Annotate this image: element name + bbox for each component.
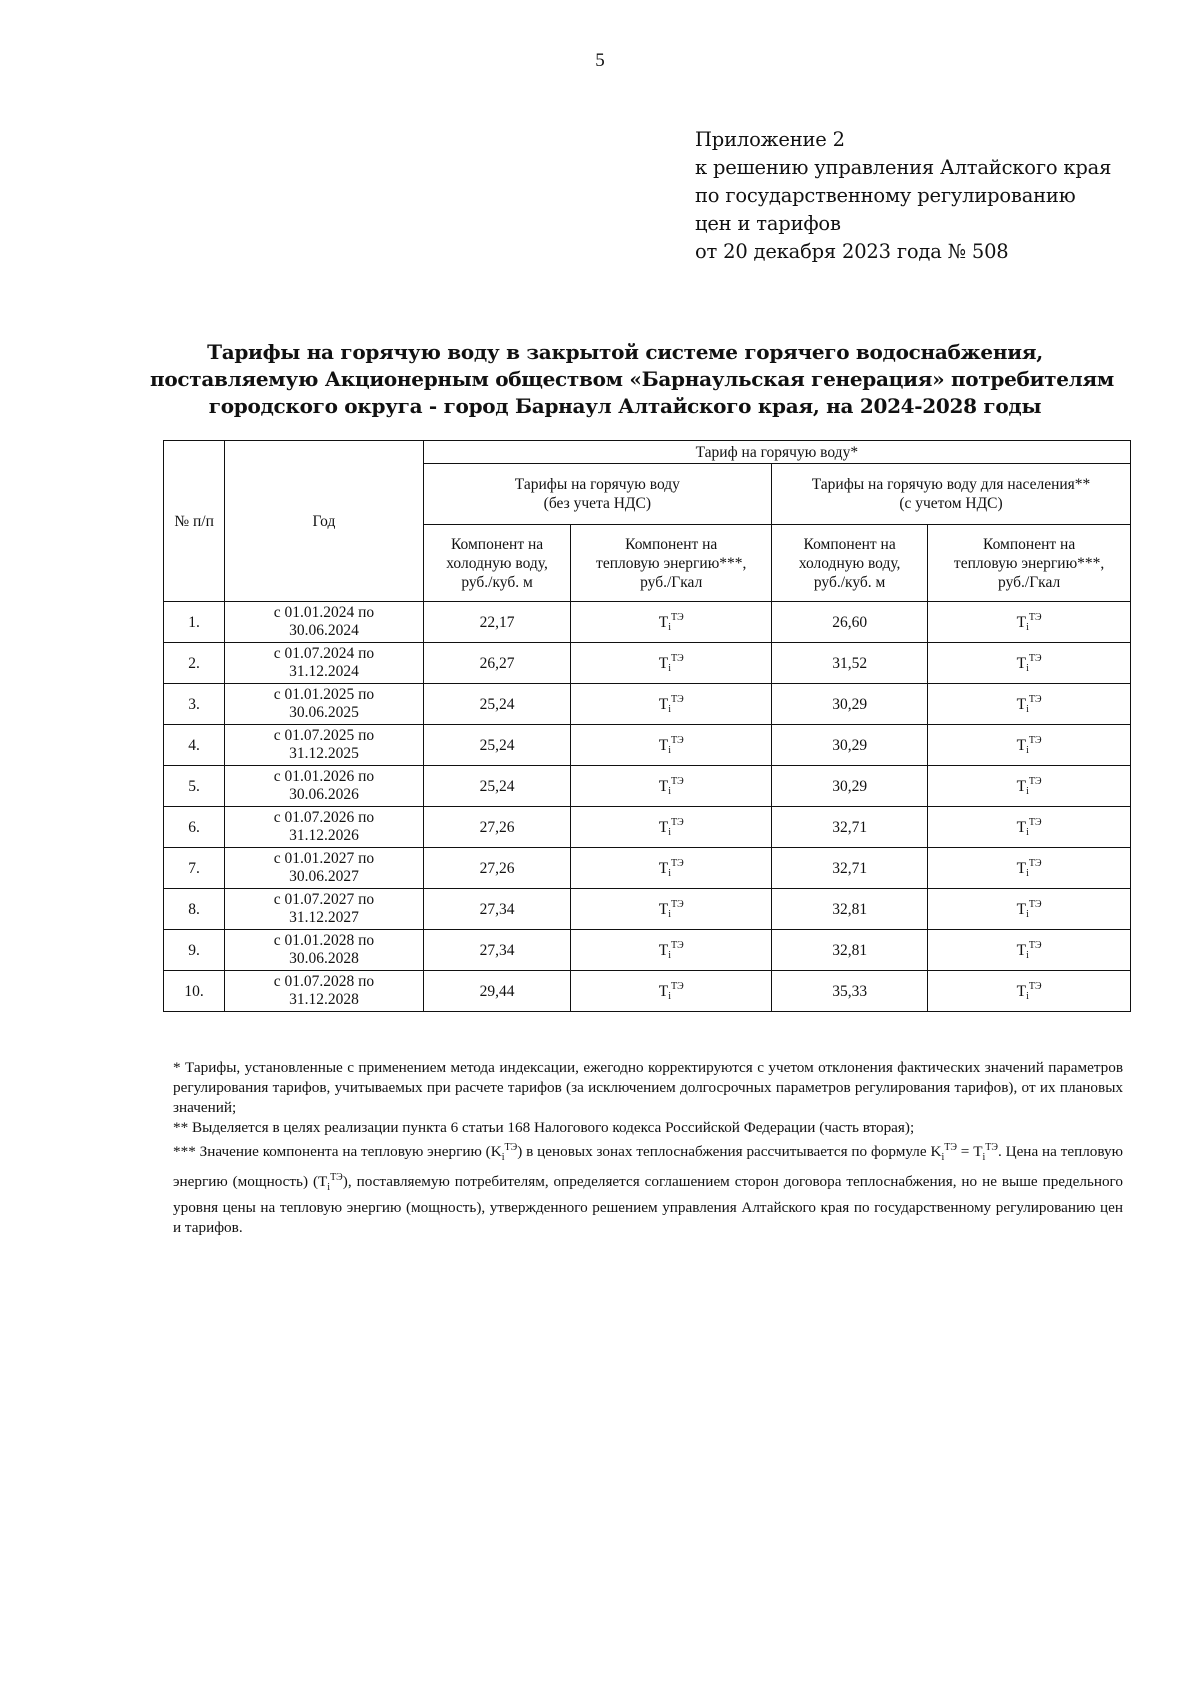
appendix-line: по государственному регулированию xyxy=(695,184,1076,207)
formula-t: $T_i^{ТЭ}$ xyxy=(1016,652,1042,674)
period-text: 30.06.2024 xyxy=(289,622,359,639)
period-text: 31.12.2026 xyxy=(289,827,359,844)
formula-cell xyxy=(928,848,1131,889)
row-number: 1. xyxy=(164,602,225,643)
cold-water-no-vat: 26,27 xyxy=(423,643,571,684)
cold-water-no-vat: 27,34 xyxy=(423,930,571,971)
header-text: Компонент на xyxy=(625,535,718,553)
formula-t: $T_i^{ТЭ}$ xyxy=(658,775,684,797)
period-text: с 01.07.2027 по xyxy=(273,891,375,908)
header-group-no-vat xyxy=(423,464,771,525)
tariffs-table xyxy=(163,440,1131,1012)
row-period xyxy=(225,725,423,766)
formula-t: $T_i^{ТЭ}$ xyxy=(1016,980,1042,1002)
table-row xyxy=(164,725,1131,766)
formula-t: $T_i^{ТЭ}$ xyxy=(658,693,684,715)
formula-cell xyxy=(571,848,772,889)
period-text: с 01.07.2028 по xyxy=(273,973,375,990)
formula-t: $T_i^{ТЭ}$ xyxy=(658,980,684,1002)
header-text: холодную воду, xyxy=(446,554,548,572)
title-line: городского округа - город Барнаул Алтайского края, на 2024-2028 годы xyxy=(208,394,1042,418)
row-number: 9. xyxy=(164,930,225,971)
table-row xyxy=(164,848,1131,889)
formula-t: $T_i^{ТЭ}$ xyxy=(658,652,684,674)
header-tariff: Тариф на горячую воду* xyxy=(423,441,1130,464)
row-number: 10. xyxy=(164,971,225,1012)
footnote-text: . Цена на тепловую энергию (мощность) ( xyxy=(173,1143,1123,1191)
row-period xyxy=(225,602,423,643)
formula-cell xyxy=(571,971,772,1012)
header-text: Компонент на xyxy=(803,535,896,553)
footnote-text: ), поставляемую потребителям, определяется соглашением сторон договора теплоснабжения, но не выше предельного уровня цены на тепловую энергию (мощность), утвержденного решением управления Алтайского края по государственному регулированию цен и тарифов. xyxy=(173,1173,1123,1237)
row-number: 5. xyxy=(164,766,225,807)
formula-t: $T_i^{ТЭ}$ xyxy=(658,611,684,633)
row-period xyxy=(225,643,423,684)
cold-water-population: 32,81 xyxy=(772,889,928,930)
cold-water-no-vat: 29,44 xyxy=(423,971,571,1012)
table-row xyxy=(164,602,1131,643)
period-text: с 01.07.2026 по xyxy=(273,809,375,826)
appendix-line: Приложение 2 xyxy=(695,128,845,151)
cold-water-population: 31,52 xyxy=(772,643,928,684)
formula-cell xyxy=(928,766,1131,807)
header-text: Компонент на xyxy=(983,535,1076,553)
formula-t: $T_i^{ТЭ}$ xyxy=(658,857,684,879)
formula-t: $T_i^{ТЭ}$ xyxy=(658,816,684,838)
formula-t: $T_i^{ТЭ}$ xyxy=(658,939,684,961)
formula-t: $T_i^{ТЭ}$ xyxy=(1016,734,1042,756)
header-text: руб./куб. м xyxy=(813,573,886,591)
cold-water-population: 35,33 xyxy=(772,971,928,1012)
formula-cell xyxy=(928,807,1131,848)
footnote-text: *** Значение компонента на тепловую энергию ( xyxy=(173,1143,491,1161)
table-row xyxy=(164,643,1131,684)
formula-k: $K_i^{ТЭ}$ xyxy=(930,1142,957,1164)
appendix-line: к решению управления Алтайского края xyxy=(695,156,1112,179)
row-number: 4. xyxy=(164,725,225,766)
row-period xyxy=(225,971,423,1012)
formula-t: $T_i^{ТЭ}$ xyxy=(658,898,684,920)
header-text: холодную воду, xyxy=(798,554,901,572)
row-number: 7. xyxy=(164,848,225,889)
footnote-3 xyxy=(173,1138,1123,1238)
document-title xyxy=(150,339,1114,420)
header-cold-no-vat xyxy=(423,525,571,602)
cold-water-no-vat: 27,26 xyxy=(423,848,571,889)
period-text: 30.06.2026 xyxy=(289,786,359,803)
formula-t: $T_i^{ТЭ}$ xyxy=(318,1172,343,1194)
period-text: с 01.01.2025 по xyxy=(273,686,375,703)
header-group-population xyxy=(772,464,1131,525)
row-number: 8. xyxy=(164,889,225,930)
table-row xyxy=(164,930,1131,971)
cold-water-population: 32,71 xyxy=(772,848,928,889)
header-text: Компонент на xyxy=(450,535,544,553)
period-text: 31.12.2028 xyxy=(289,991,359,1008)
row-period xyxy=(225,848,423,889)
cold-water-no-vat: 27,26 xyxy=(423,807,571,848)
cold-water-no-vat: 25,24 xyxy=(423,766,571,807)
header-row xyxy=(164,441,1131,464)
formula-cell xyxy=(928,602,1131,643)
formula-cell xyxy=(928,684,1131,725)
table-row xyxy=(164,807,1131,848)
header-heat-population xyxy=(928,525,1131,602)
period-text: 31.12.2027 xyxy=(289,909,359,926)
row-number: 6. xyxy=(164,807,225,848)
period-text: с 01.01.2026 по xyxy=(273,768,375,785)
appendix-line: цен и тарифов xyxy=(695,212,841,235)
cold-water-no-vat: 25,24 xyxy=(423,684,571,725)
header-text: руб./куб. м xyxy=(461,573,533,591)
cold-water-population: 32,81 xyxy=(772,930,928,971)
period-text: с 01.01.2027 по xyxy=(273,850,375,867)
formula-cell xyxy=(571,725,772,766)
cold-water-population: 30,29 xyxy=(772,725,928,766)
row-period xyxy=(225,889,423,930)
formula-t: $T_i^{ТЭ}$ xyxy=(1016,898,1042,920)
footnote-2: ** Выделяется в целях реализации пункта 6 статьи 168 Налогового кодекса Российской Федерации (часть вторая); xyxy=(173,1119,915,1136)
row-number: 3. xyxy=(164,684,225,725)
period-text: 30.06.2027 xyxy=(289,868,359,885)
header-heat-no-vat xyxy=(571,525,772,602)
formula-t: $T_i^{ТЭ}$ xyxy=(1016,611,1042,633)
formula-t: $T_i^{ТЭ}$ xyxy=(1016,857,1042,879)
title-line: Тарифы на горячую воду в закрытой системе горячего водоснабжения, xyxy=(207,340,1043,364)
header-cold-population xyxy=(772,525,928,602)
formula-cell xyxy=(571,643,772,684)
formula-t: $T_i^{ТЭ}$ xyxy=(973,1142,998,1164)
formula-cell xyxy=(928,725,1131,766)
formula-cell xyxy=(571,930,772,971)
page-number: 5 xyxy=(595,50,605,71)
row-period xyxy=(225,807,423,848)
header-text: руб./Гкал xyxy=(640,573,703,591)
formula-cell xyxy=(928,889,1131,930)
table-row xyxy=(164,684,1131,725)
row-period xyxy=(225,766,423,807)
footnotes xyxy=(173,1058,1123,1238)
header-text: (без учета НДС) xyxy=(543,495,651,512)
row-period xyxy=(225,930,423,971)
period-text: 31.12.2025 xyxy=(289,745,359,762)
formula-cell xyxy=(928,643,1131,684)
cold-water-no-vat: 25,24 xyxy=(423,725,571,766)
formula-t: $T_i^{ТЭ}$ xyxy=(1016,775,1042,797)
period-text: с 01.01.2024 по xyxy=(273,604,375,621)
header-year: Год xyxy=(225,441,423,602)
formula-eq: = xyxy=(956,1143,974,1161)
cold-water-population: 30,29 xyxy=(772,766,928,807)
formula-cell xyxy=(571,807,772,848)
period-text: с 01.07.2024 по xyxy=(273,645,375,662)
formula-t: $T_i^{ТЭ}$ xyxy=(1016,693,1042,715)
footnote-1: * Тарифы, установленные с применением метода индексации, ежегодно корректируются с учетом отклонения фактических значений параметров регулирования тарифов, учитываемых при расчете тарифов (за исключением долгосрочных параметров регулирования тарифов), от их плановых значений; xyxy=(173,1059,1123,1116)
row-number: 2. xyxy=(164,643,225,684)
period-text: 30.06.2025 xyxy=(289,704,359,721)
formula-t: $T_i^{ТЭ}$ xyxy=(1016,939,1042,961)
cold-water-population: 32,71 xyxy=(772,807,928,848)
header-text: (с учетом НДС) xyxy=(899,495,1003,512)
period-text: 30.06.2028 xyxy=(289,950,359,967)
footnote-text: ) в ценовых зонах теплоснабжения рассчитывается по формуле xyxy=(517,1143,931,1161)
formula-cell xyxy=(928,971,1131,1012)
table-row xyxy=(164,971,1131,1012)
formula-cell xyxy=(571,766,772,807)
period-text: с 01.07.2025 по xyxy=(273,727,375,744)
header-text: тепловую энергию***, xyxy=(953,554,1105,572)
formula-cell xyxy=(571,889,772,930)
header-text: тепловую энергию***, xyxy=(596,554,747,572)
appendix-line: от 20 декабря 2023 года № 508 xyxy=(695,240,1009,263)
title-line: поставляемую Акционерным обществом «Барнаульская генерация» потребителям xyxy=(150,367,1114,391)
cold-water-no-vat: 27,34 xyxy=(423,889,571,930)
formula-t: $T_i^{ТЭ}$ xyxy=(658,734,684,756)
cold-water-no-vat: 22,17 xyxy=(423,602,571,643)
table-row xyxy=(164,766,1131,807)
appendix-block xyxy=(695,126,1111,266)
formula-k: $K_i^{ТЭ}$ xyxy=(490,1142,518,1164)
formula-cell xyxy=(928,930,1131,971)
formula-cell xyxy=(571,602,772,643)
period-text: с 01.01.2028 по xyxy=(273,932,375,949)
row-period xyxy=(225,684,423,725)
formula-cell xyxy=(571,684,772,725)
cold-water-population: 26,60 xyxy=(772,602,928,643)
cold-water-population: 30,29 xyxy=(772,684,928,725)
formula-t: $T_i^{ТЭ}$ xyxy=(1016,816,1042,838)
table-row xyxy=(164,889,1131,930)
header-num: № п/п xyxy=(164,441,225,602)
header-text: руб./Гкал xyxy=(998,573,1061,591)
period-text: 31.12.2024 xyxy=(289,663,359,680)
header-text: Тарифы на горячую воду xyxy=(514,476,680,493)
header-text: Тарифы на горячую воду для населения** xyxy=(811,476,1091,493)
